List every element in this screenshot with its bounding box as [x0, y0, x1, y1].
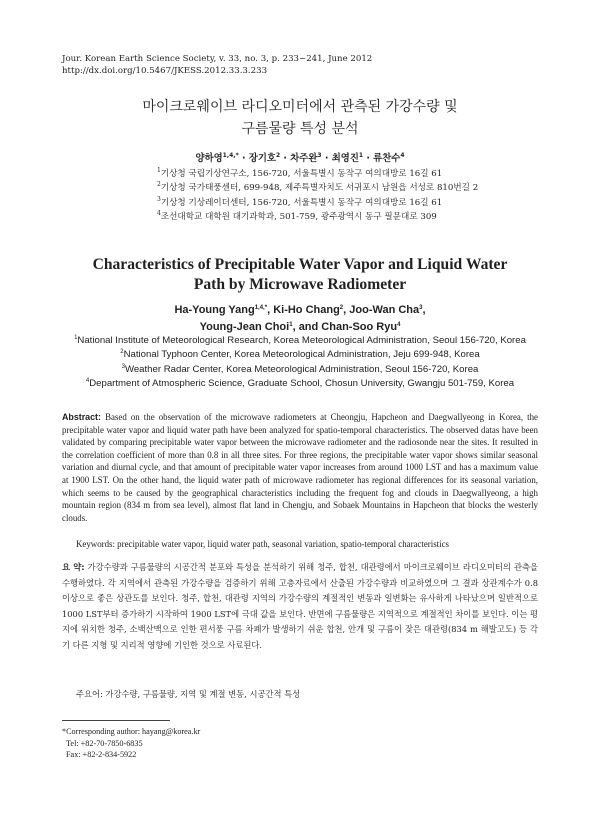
- affiliation-text: 기상청 국립기상연구소, 156-720, 서울특별시 동작구 여의대방로 16길 61: [160, 169, 443, 179]
- abstract-text: Based on the observation of the microwave radiometers at Cheongju, Hapcheon and Daegwallyeong in Korea, the precipitable water vapor and liquid water path have been analyzed for spatio-temporal characteristics. The observed datas have been validated by comparing precipitable water vapor between the microwave radiometer and the radiosonde near the sites. It resulted in the correlation coefficient of more than 0.8 in all three sites. For three regions, the precipitable water vapor shows similar seasonal variation and diurnal cycle, and that amount of precipitable water vapor increases from around 1000 LST and has a maximum value at 1900 LST. On the other hand, the liquid water path of microwave radiometer has regional differences for its seasonal variation, which seems to be caused by the geographical characteristics including the frequent fog and clouds in Daegwallyeong, a high mountain region (834 m from sea level), almost flat land in Chengju, and Sobaek Mountains in Hapcheon that blocks the westerly clouds.: [62, 412, 538, 523]
- affiliation-sup: 2: [120, 349, 124, 356]
- abstract-label: Abstract:: [62, 412, 101, 422]
- affiliation-sup: 3: [157, 195, 161, 203]
- affiliation-item: [157, 167, 478, 181]
- author-separator: ·: [280, 153, 291, 164]
- author-separator: ·: [363, 153, 374, 164]
- author-sup: 1: [358, 152, 364, 159]
- english-authors-line-2: Young-Jean Choi$^1$, and Chan-Soo Ryu$^4$: [199, 321, 401, 333]
- korean-abstract: [62, 560, 538, 654]
- english-title-line-2: Path by Microwave Radiometer: [193, 276, 407, 293]
- affiliation-item: [40, 363, 560, 377]
- author-sup: 2: [339, 305, 344, 311]
- affiliation-text: 기상청 기상레이더센터, 156-720, 서울특별시 동작구 여의대방로 16길 61: [160, 197, 443, 208]
- affiliation-sup: 4: [85, 377, 90, 384]
- affiliation-text: National Typhoon Center, Korea Meteorological Administration, Jeju 699-948, Korea: [123, 349, 480, 361]
- affiliation-item: [157, 210, 478, 224]
- author-separator: ·: [321, 153, 332, 164]
- author-sup: 1,4,*: [254, 305, 268, 311]
- korean-title-line-1: 마이크로웨이브 라디오미터에서 관측된 가강수량 및: [142, 99, 458, 115]
- author-sup: 4: [400, 152, 405, 159]
- affiliation-text: National Institute of Meteorological Research, Korea Meteorological Administration, Seoul 156-720, Korea: [77, 335, 526, 346]
- english-abstract: [62, 411, 538, 524]
- english-authors: [40, 302, 560, 336]
- affiliation-item: [40, 334, 560, 348]
- affiliation-text: 조선대학교 대학원 대기과학과, 501-759, 광주광역시 동구 필문대로 309: [160, 211, 437, 222]
- author-name: 류찬수: [373, 153, 401, 164]
- korean-abstract-text: 가강수량과 구름물량의 시공간적 분포와 특성을 분석하기 위해 청주, 합천, 대관령에서 마이크로웨이브 라디오미터의 관측을 수행하였다. 각 지역에서 관측된 가강수량을 검증하기 위해 고층자료에서 산출된 가강수량과 비교하였으며 그 결과 상관계수가 0.8 이상으로 좋은 상관도를 보인다. 청주, 합천, 대관령 지역의 가강수량의 계절적인 변동과 일변화는 유사하게 나타났으며 일반적으로 1000 LST부터 증가하기 시작하여 1900 LST에 극대 값을 보인다. 반면에 구름물량은 지역적으로 계절적인 차이를 보인다. 이는 평지에 위치한 청주, 소백산맥으로 인한 편서풍 구름 차폐가 발생하기 쉬운 합천, 안개 및 구름이 잦은 대관령(834 m 해발고도) 등 각기 다른 지형 및 지리적 영향에 기인한 것으로 사료된다.: [62, 562, 538, 650]
- author-name: Ha-Young Yang: [174, 304, 255, 316]
- english-title: [40, 255, 560, 295]
- affiliation-item: [40, 377, 560, 391]
- affiliation-text: Weather Radar Center, Korea Meteorological Administration, Seoul 156-720, Korea: [124, 363, 479, 375]
- author-name: 장기호: [248, 153, 276, 164]
- english-title-line-1: Characteristics of Precipitable Water Vapor and Liquid Water: [92, 256, 508, 273]
- affiliation-sup: 2: [157, 181, 161, 189]
- author-name: Joo-Wan Cha: [349, 304, 420, 316]
- affiliation-item: [157, 181, 478, 195]
- english-authors-line-1: Ha-Young Yang$^{1,4,*}$, Ki-Ho Chang$^2$, Joo-Wan Cha$^3$,: [174, 304, 426, 316]
- author-name: 차주완: [290, 153, 318, 164]
- korean-title: [40, 96, 560, 140]
- telephone: Tel: +82-70-7850-6835: [66, 738, 143, 748]
- keywords-text: precipitable water vapor, liquid water path, seasonal variation, spatio-temporal characteristics: [117, 539, 450, 549]
- author-sup: 3: [317, 152, 322, 159]
- author-sup: 2: [275, 152, 281, 159]
- english-affiliations: [40, 334, 560, 391]
- korean-title-line-2: 구름물량 특성 분석: [241, 121, 359, 137]
- affiliation-text: 기상청 국가태풍센터, 699-948, 제주특별자치도 서귀포시 남원읍 서성로 810번길 2: [160, 183, 479, 194]
- affiliation-item: [157, 196, 478, 210]
- author-name: Young-Jean Choi: [199, 321, 290, 333]
- affiliation-text: Department of Atmospheric Science, Graduate School, Chosun University, Gwangju 501-759, Korea: [89, 377, 515, 389]
- author-name: 양하영: [195, 153, 223, 164]
- author-sup: 1: [289, 322, 293, 328]
- affiliation-sup: 3: [121, 363, 125, 370]
- fax: Fax: +82-2-834-5922: [66, 750, 137, 760]
- journal-citation: Jour. Korean Earth Science Society, v. 33, no. 3, p. 233−241, June 2012: [62, 54, 373, 64]
- korean-abstract-label: 요 약:: [62, 562, 85, 572]
- affiliation-sup: 1: [74, 335, 78, 341]
- author-name: and Chan-Soo Ryu: [298, 321, 398, 333]
- korean-keywords: [76, 688, 538, 700]
- journal-doi[interactable]: http://dx.doi.org/10.5467/JKESS.2012.33.3.233: [62, 66, 268, 76]
- author-name: 최영진: [331, 153, 359, 164]
- korean-affiliations: [157, 167, 478, 224]
- english-keywords: [76, 539, 538, 549]
- author-sup: 1,4,*: [222, 152, 239, 159]
- korean-authors: [40, 150, 560, 164]
- author-sup: 4: [397, 322, 401, 328]
- affiliation-item: [40, 348, 560, 362]
- author-sup: 3: [419, 305, 423, 311]
- footnote: [62, 726, 200, 761]
- journal-header: [62, 53, 372, 77]
- corresponding-author: *Corresponding author: hayang@korea.kr: [62, 727, 201, 736]
- affiliation-sup: 1: [157, 167, 161, 174]
- author-separator: ·: [238, 153, 249, 164]
- korean-keywords-label: 주요어:: [76, 689, 103, 699]
- korean-keywords-text: 가강수량, 구름물량, 지역 및 계절 변동, 시공간적 특성: [105, 689, 301, 699]
- keywords-label: Keywords:: [76, 539, 115, 549]
- footnote-divider: [62, 720, 170, 721]
- author-name: Ki-Ho Chang: [273, 304, 340, 316]
- affiliation-sup: 4: [157, 209, 161, 217]
